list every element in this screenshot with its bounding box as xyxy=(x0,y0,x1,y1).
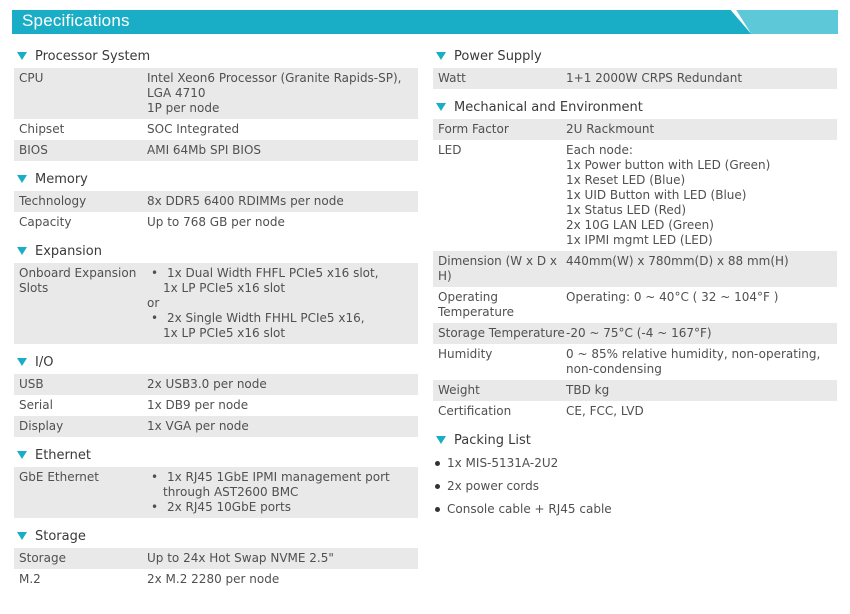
banner-background xyxy=(12,10,838,34)
triangle-bullet-icon xyxy=(17,451,27,459)
page-title: Specifications xyxy=(22,11,130,30)
spec-value xyxy=(147,266,418,341)
packing-list-item xyxy=(433,452,837,475)
spec-table xyxy=(14,263,418,344)
bullet-line xyxy=(147,311,418,326)
indented-line: through AST2600 BMC xyxy=(163,485,299,499)
indented-line: 1x LP PCIe5 x16 slot xyxy=(163,326,286,340)
spec-label: Operating Temperature xyxy=(438,290,515,319)
value-line: Up to 24x Hot Swap NVME 2.5" xyxy=(147,551,334,565)
spec-table xyxy=(433,119,837,422)
value-line: TBD kg xyxy=(566,383,610,397)
spec-row-humidity xyxy=(433,344,837,380)
triangle-bullet-icon xyxy=(436,436,446,444)
section-heading-label: Power Supply xyxy=(454,48,542,64)
packing-list-item xyxy=(433,475,837,498)
section-heading-i-o xyxy=(14,350,418,374)
value-line: CE, FCC, LVD xyxy=(566,404,644,418)
triangle-bullet-icon xyxy=(17,358,27,366)
spec-row-dimension-w-x-d-x-h xyxy=(433,251,837,287)
spec-label: Chipset xyxy=(19,122,65,136)
bullet-text: 1x RJ45 1GbE IPMI management port xyxy=(167,470,390,484)
spec-row-chipset xyxy=(14,119,418,140)
section-heading-label: Ethernet xyxy=(35,447,91,463)
spec-label: Watt xyxy=(438,71,466,85)
bullet-icon xyxy=(435,461,440,466)
spec-row-certification xyxy=(433,401,837,422)
spec-value xyxy=(147,194,418,209)
spec-label: Weight xyxy=(438,383,480,397)
value-line: Each node: xyxy=(566,143,633,157)
value-line: 1+1 2000W CRPS Redundant xyxy=(566,71,743,85)
value-line: 1x Power button with LED (Green) xyxy=(566,158,771,172)
indented-line: 1x LP PCIe5 x16 slot xyxy=(163,281,286,295)
spec-label: Storage Temperature xyxy=(438,326,565,340)
section-heading-label: Memory xyxy=(35,171,88,187)
bullet-icon: • xyxy=(151,311,159,325)
spec-row-usb xyxy=(14,374,418,395)
bullet-text: 1x Dual Width FHFL PCIe5 x16 slot, xyxy=(167,266,379,280)
spec-row-watt xyxy=(433,68,837,89)
value-line: 1x DB9 per node xyxy=(147,398,249,412)
spec-value xyxy=(147,572,418,587)
section-heading-label: Packing List xyxy=(454,432,531,448)
value-line: 1x IPMI mgmt LED (LED) xyxy=(566,233,713,247)
spec-label: Onboard Expansion Slots xyxy=(19,266,137,295)
spec-table xyxy=(14,374,418,437)
value-line: 440mm(W) x 780mm(D) x 88 mm(H) xyxy=(566,254,789,268)
value-line: non-condensing xyxy=(566,362,662,376)
spec-value xyxy=(566,347,837,377)
section-heading-label: I/O xyxy=(35,354,54,370)
packing-item-text: Console cable + RJ45 cable xyxy=(447,502,612,516)
spec-row-bios xyxy=(14,140,418,161)
value-line: 2x 10G LAN LED (Green) xyxy=(566,218,714,232)
value-line: SOC Integrated xyxy=(147,122,240,136)
spec-value xyxy=(147,122,418,137)
bullet-icon: • xyxy=(151,266,159,280)
bullet-icon: • xyxy=(151,500,159,514)
spec-table xyxy=(14,548,418,590)
value-line: -20 ~ 75°C (-4 ~ 167°F) xyxy=(566,326,712,340)
triangle-bullet-icon xyxy=(436,103,446,111)
spec-table xyxy=(14,467,418,518)
spec-value xyxy=(566,71,837,86)
spec-row-weight xyxy=(433,380,837,401)
spec-value xyxy=(566,383,837,398)
section-heading-ethernet xyxy=(14,443,418,467)
spec-label: Serial xyxy=(19,398,53,412)
spec-value xyxy=(147,419,418,434)
spec-label: USB xyxy=(19,377,44,391)
spec-value xyxy=(147,71,418,116)
section-heading-expansion xyxy=(14,239,418,263)
spec-row-cpu xyxy=(14,68,418,119)
triangle-bullet-icon xyxy=(436,52,446,60)
section-heading-memory xyxy=(14,167,418,191)
spec-row-storage xyxy=(14,548,418,569)
packing-item-text: 2x power cords xyxy=(447,479,539,493)
section-heading-packing-list xyxy=(433,428,837,452)
section-heading-label: Storage xyxy=(35,528,86,544)
spec-value xyxy=(566,404,837,419)
bullet-icon xyxy=(435,484,440,489)
value-line: AMI 64Mb SPI BIOS xyxy=(147,143,262,157)
section-heading-processor-system xyxy=(14,44,418,68)
value-line: LGA 4710 xyxy=(147,86,206,100)
spec-row-onboard-expansion-slots xyxy=(14,263,418,344)
spec-label: Humidity xyxy=(438,347,493,361)
spec-label: BIOS xyxy=(19,143,48,157)
triangle-bullet-icon xyxy=(17,247,27,255)
spec-label: CPU xyxy=(19,71,44,85)
value-line: Intel Xeon6 Processor (Granite Rapids-SP), xyxy=(147,71,402,85)
spec-table xyxy=(14,191,418,233)
section-heading-mechanical-and-environment xyxy=(433,95,837,119)
section-heading-label: Processor System xyxy=(35,48,151,64)
spec-value xyxy=(147,143,418,158)
spec-row-storage-temperature xyxy=(433,323,837,344)
spec-value xyxy=(147,470,418,515)
spec-value xyxy=(566,122,837,137)
value-line: 1x Status LED (Red) xyxy=(566,203,687,217)
bullet-text: 2x Single Width FHHL PCIe5 x16, xyxy=(167,311,365,325)
value-line: 0 ~ 85% relative humidity, non-operating, xyxy=(566,347,821,361)
right-column xyxy=(433,44,837,521)
spec-label: GbE Ethernet xyxy=(19,470,100,484)
triangle-bullet-icon xyxy=(17,532,27,540)
packing-item-text: 1x MIS-5131A-2U2 xyxy=(447,456,559,470)
spec-table xyxy=(14,68,418,161)
spec-row-gbe-ethernet xyxy=(14,467,418,518)
spec-label: Display xyxy=(19,419,64,433)
spec-label: Certification xyxy=(438,404,512,418)
value-line: 1P per node xyxy=(147,101,220,115)
packing-list-item xyxy=(433,498,837,521)
value-line: 1x VGA per node xyxy=(147,419,249,433)
left-column xyxy=(14,44,418,596)
value-line: 2x USB3.0 per node xyxy=(147,377,267,391)
spec-label: Storage xyxy=(19,551,66,565)
spec-row-serial xyxy=(14,395,418,416)
triangle-bullet-icon xyxy=(17,175,27,183)
spec-row-operating-temperature xyxy=(433,287,837,323)
bullet-line xyxy=(147,470,418,485)
value-line: 2x M.2 2280 per node xyxy=(147,572,280,586)
bullet-icon: • xyxy=(151,470,159,484)
spec-value xyxy=(147,215,418,230)
value-line: 1x UID Button with LED (Blue) xyxy=(566,188,747,202)
spec-label: LED xyxy=(438,143,462,157)
spec-value xyxy=(566,254,837,284)
bullet-line xyxy=(147,500,418,515)
value-line: or xyxy=(147,296,160,310)
value-line: 8x DDR5 6400 RDIMMs per node xyxy=(147,194,344,208)
spec-value xyxy=(147,377,418,392)
spec-value xyxy=(147,551,418,566)
spec-row-led xyxy=(433,140,837,251)
spec-value xyxy=(566,143,837,248)
section-heading-label: Mechanical and Environment xyxy=(454,99,643,115)
bullet-text: 2x RJ45 10GbE ports xyxy=(167,500,291,514)
spec-value xyxy=(566,326,837,341)
bullet-icon xyxy=(435,507,440,512)
spec-label: Technology xyxy=(19,194,87,208)
spec-label: Form Factor xyxy=(438,122,509,136)
spec-label: Dimension (W x D x H) xyxy=(438,254,558,283)
spec-value xyxy=(566,290,837,320)
section-heading-power-supply xyxy=(433,44,837,68)
spec-value xyxy=(147,398,418,413)
section-heading-label: Expansion xyxy=(35,243,102,259)
value-line: 2U Rackmount xyxy=(566,122,655,136)
spec-table xyxy=(433,68,837,89)
bullet-line xyxy=(147,266,418,281)
value-line: Up to 768 GB per node xyxy=(147,215,285,229)
spec-row-m-2 xyxy=(14,569,418,590)
spec-row-technology xyxy=(14,191,418,212)
spec-row-form-factor xyxy=(433,119,837,140)
spec-label: Capacity xyxy=(19,215,72,229)
section-heading-storage xyxy=(14,524,418,548)
spec-row-display xyxy=(14,416,418,437)
triangle-bullet-icon xyxy=(17,52,27,60)
value-line: Operating: 0 ~ 40°C ( 32 ~ 104°F ) xyxy=(566,290,779,304)
spec-label: M.2 xyxy=(19,572,41,586)
value-line: 1x Reset LED (Blue) xyxy=(566,173,686,187)
spec-row-capacity xyxy=(14,212,418,233)
spec-banner xyxy=(12,10,838,34)
